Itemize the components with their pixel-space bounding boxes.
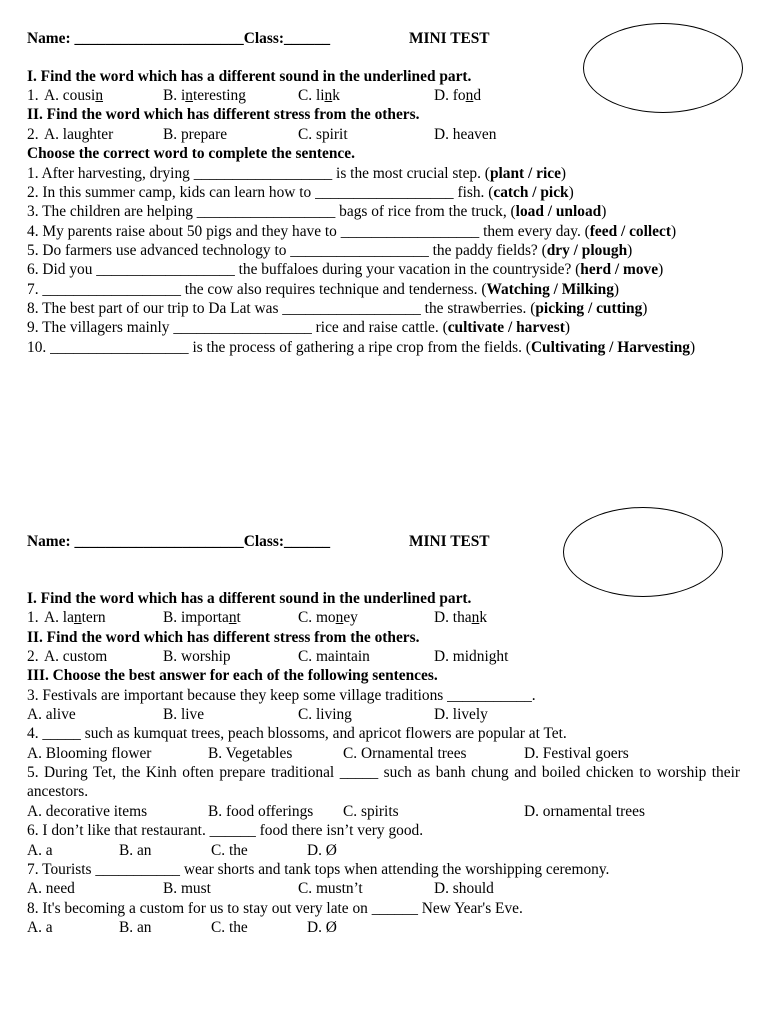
name-label: Name: bbox=[27, 30, 71, 47]
sentence-7: 7. __________________ the cow also requires technique and tenderness. (Watching / Milking) bbox=[27, 281, 620, 298]
option-a: A. Blooming flower bbox=[27, 745, 152, 762]
section-3-heading: Choose the correct word to complete the sentence. bbox=[27, 145, 355, 162]
option-b: B. an bbox=[119, 842, 152, 859]
name-blank: ______________________ bbox=[74, 30, 244, 47]
option-a: A. a bbox=[27, 919, 53, 936]
section-3-heading: III. Choose the best answer for each of the following sentences. bbox=[27, 667, 438, 684]
sentence-5: 5. Do farmers use advanced technology to __________________ the paddy fields? (dry / plough) bbox=[27, 242, 633, 259]
question-6: 6. I don’t like that restaurant. ______ food there isn’t very good. bbox=[27, 822, 424, 839]
sentence-1: 1. After harvesting, drying __________________ is the most crucial step. (plant / rice) bbox=[27, 165, 567, 182]
question-number: 1. bbox=[27, 609, 39, 626]
option-a: A. decorative items bbox=[27, 803, 148, 820]
option-d: D. midnight bbox=[434, 648, 509, 665]
option-a: A. alive bbox=[27, 706, 76, 723]
question-4: 4. _____ such as kumquat trees, peach blossoms, and apricot flowers are popular at Tet. bbox=[27, 725, 567, 742]
option-c: C. mustn’t bbox=[298, 880, 363, 897]
option-d: D. ornamental trees bbox=[524, 803, 645, 820]
name-blank: ______________________ bbox=[74, 533, 244, 550]
score-oval bbox=[563, 507, 723, 597]
class-label: Class: bbox=[243, 533, 284, 550]
option-d: D. lively bbox=[434, 706, 488, 723]
class-label: Class: bbox=[243, 30, 284, 47]
section-1-heading: I. Find the word which has a different sound in the underlined part. bbox=[27, 68, 472, 85]
question-5: 5. During Tet, the Kinh often prepare traditional _____ such as banh chung and boiled chicken to worship their ancestors. bbox=[27, 764, 740, 800]
section-2-heading: II. Find the word which has different stress from the others. bbox=[27, 629, 420, 646]
question-number: 2. bbox=[27, 126, 39, 143]
name-class-line bbox=[27, 532, 330, 551]
class-blank: ______ bbox=[283, 533, 331, 550]
sentence-6: 6. Did you __________________ the buffaloes during your vacation in the countryside? (herd / move) bbox=[27, 261, 664, 278]
option-c: C. living bbox=[298, 706, 352, 723]
option-c: C. the bbox=[211, 842, 248, 859]
option-b: B. food offerings bbox=[208, 803, 314, 820]
option-b: B. interesting bbox=[163, 87, 246, 104]
option-c: C. link bbox=[298, 87, 340, 104]
option-d: D. fond bbox=[434, 87, 482, 104]
option-d: D. thank bbox=[434, 609, 488, 626]
option-b: B. live bbox=[163, 706, 205, 723]
option-c: C. money bbox=[298, 609, 358, 626]
option-d: D. heaven bbox=[434, 126, 497, 143]
section-1-heading: I. Find the word which has a different sound in the underlined part. bbox=[27, 590, 472, 607]
option-c: C. the bbox=[211, 919, 248, 936]
option-d: D. should bbox=[434, 880, 494, 897]
option-b: B. prepare bbox=[163, 126, 228, 143]
section-2-heading: II. Find the word which has different stress from the others. bbox=[27, 106, 420, 123]
name-class-line bbox=[27, 29, 330, 48]
sentence-2: 2. In this summer camp, kids can learn how to __________________ fish. (catch / pick) bbox=[27, 184, 574, 201]
option-a: A. cousin bbox=[44, 87, 104, 104]
option-a: A. need bbox=[27, 880, 75, 897]
option-d: D. Ø bbox=[307, 919, 337, 936]
test-title: MINI TEST bbox=[409, 533, 490, 550]
option-c: C. Ornamental trees bbox=[343, 745, 467, 762]
option-b: B. worship bbox=[163, 648, 231, 665]
sentence-8: 8. The best part of our trip to Da Lat was __________________ the strawberries. (picking / cutting) bbox=[27, 300, 648, 317]
sentence-9: 9. The villagers mainly __________________ rice and raise cattle. (cultivate / harvest) bbox=[27, 319, 570, 336]
option-b: B. important bbox=[163, 609, 241, 626]
score-oval bbox=[583, 23, 743, 113]
question-7: 7. Tourists ___________ wear shorts and tank tops when attending the worshipping ceremony. bbox=[27, 861, 610, 878]
sentence-10: 10. __________________ is the process of gathering a ripe crop from the fields. (Cultivating / Harvesting) bbox=[27, 339, 696, 356]
option-c: C. maintain bbox=[298, 648, 370, 665]
option-d: D. Festival goers bbox=[524, 745, 629, 762]
question-3: 3. Festivals are important because they keep some village traditions ___________. bbox=[27, 687, 536, 704]
option-b: B. an bbox=[119, 919, 152, 936]
name-label: Name: bbox=[27, 533, 71, 550]
sentence-3: 3. The children are helping __________________ bags of rice from the truck, (load / unload) bbox=[27, 203, 607, 220]
option-c: C. spirits bbox=[343, 803, 399, 820]
question-number: 1. bbox=[27, 87, 39, 104]
option-d: D. Ø bbox=[307, 842, 337, 859]
question-number: 2. bbox=[27, 648, 39, 665]
sentence-4: 4. My parents raise about 50 pigs and they have to __________________ them every day. (feed / collect) bbox=[27, 223, 677, 240]
option-b: B. must bbox=[163, 880, 211, 897]
question-8: 8. It's becoming a custom for us to stay out very late on ______ New Year's Eve. bbox=[27, 900, 523, 917]
test-title: MINI TEST bbox=[409, 30, 490, 47]
option-a: A. a bbox=[27, 842, 53, 859]
option-a: A. custom bbox=[44, 648, 108, 665]
option-a: A. lantern bbox=[44, 609, 106, 626]
option-a: A. laughter bbox=[44, 126, 114, 143]
option-c: C. spirit bbox=[298, 126, 348, 143]
class-blank: ______ bbox=[283, 30, 331, 47]
option-b: B. Vegetables bbox=[208, 745, 293, 762]
